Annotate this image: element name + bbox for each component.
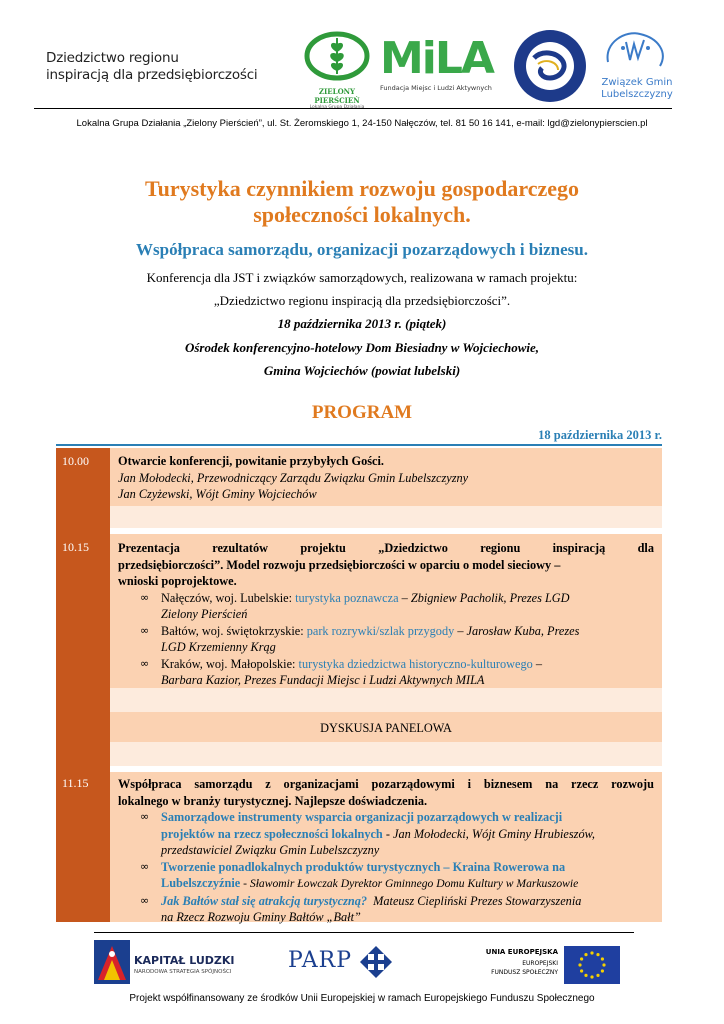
- list-item: ∞ Jak Bałtów stał się atrakcją turystyczną? Mateusz Ciepliński Prezes Stowarzyszenia na Rzecz Rozwoju Gminy Bałtów „Bałt”: [140, 893, 582, 924]
- mila-subtext: Fundacja Miejsc i Ludzi Aktywnych: [380, 84, 492, 92]
- row-title-line: przedsiębiorczości”. Model rozwoju przedsiębiorczości w oparciu o model sieciowy –: [118, 557, 561, 572]
- topic-text: turystyka poznawcza: [295, 590, 399, 605]
- bullet-icon: ∞: [140, 893, 150, 907]
- list-item: ∞ Kraków, woj. Małopolskie: turystyka dziedzictwa historyczno-kulturowego – Barbara Kazior, Prezes Fundacji Miejsc i Ludzi Aktywnych MILA: [140, 656, 543, 687]
- event-date: 18 października 2013 r. (piątek): [277, 316, 447, 331]
- program-divider: [56, 444, 662, 446]
- program-date: 18 października 2013 r.: [538, 428, 662, 442]
- zielony-pierscien-logo: [300, 30, 374, 105]
- topic-text: Jak Bałtów stał się atrakcją turystyczną?: [161, 893, 367, 908]
- eu-text-line-1: UNIA EUROPEJSKA: [485, 948, 558, 956]
- header-tagline: [46, 50, 296, 84]
- row-title-line: lokalnego w branży turystycznej. Najlepsze doświadczenia.: [118, 793, 428, 808]
- panel-label: DYSKUSJA PANELOWA: [320, 721, 452, 735]
- topic-text: Tworzenie ponadlokalnych produktów turystycznych – Kraina Rowerowa na: [161, 859, 566, 874]
- kapital-ludzki-subtext: NARODOWA STRATEGIA SPÓJNOŚCI: [134, 969, 232, 975]
- bullet-icon: ∞: [140, 623, 150, 637]
- row-speaker: Jan Mołodecki, Przewodniczący Zarządu Związku Gmin Lubelszczyzny: [118, 470, 469, 485]
- panel-row: [110, 712, 662, 742]
- zielony-pierscien-text: ZIELONY PIERŚCIEŃ: [314, 87, 360, 105]
- topic-text: park rozrywki/szlak przygody: [306, 623, 455, 638]
- row-speaker: Jan Czyżewski, Wójt Gminy Wojciechów: [118, 487, 317, 501]
- intro-line-1: Konferencja dla JST i związków samorządowych, realizowana w ramach projektu:: [146, 270, 578, 285]
- row-spacer: [110, 742, 662, 766]
- row-spacer: [110, 688, 662, 712]
- mila-wordmark: MiLA: [380, 33, 493, 84]
- kapital-ludzki-logo: [94, 940, 244, 984]
- bullet-icon: ∞: [140, 810, 150, 823]
- zwiazek-gmin-subtext: Lubelszczyzny: [601, 89, 673, 100]
- list-item: ∞ Tworzenie ponadlokalnych produktów turystycznych – Kraina Rowerowa na Lubelszczyźnie - Sławomir Łowczak Dyrektor Gminnego Domu Kultury w Markuszowie: [140, 859, 579, 890]
- program-heading: PROGRAM: [311, 402, 413, 423]
- kapital-ludzki-text: KAPITAŁ LUDZKI: [134, 954, 235, 967]
- venue-line-1: Ośrodek konferencyjno-hotelowy Dom Biesiadny w Wojciechowie,: [184, 340, 540, 355]
- bullet-icon: ∞: [140, 590, 150, 604]
- row-title: Otwarcie konferencji, powitanie przybyłych Gości.: [118, 454, 384, 468]
- intro-line-2: „Dziedzictwo regionu inspiracją dla przedsiębiorczości”.: [213, 293, 511, 308]
- footer-divider: [94, 932, 634, 933]
- topic-text: Lubelszczyźnie: [161, 876, 241, 890]
- krzemienny-krag-logo: [512, 28, 588, 104]
- row-title-line: Prezentacja rezultatów projektu „Dziedzictwo regionu inspiracją dla: [118, 541, 654, 555]
- contact-line: Lokalna Grupa Działania „Zielony Pierścień”, ul. St. Żeromskiego 1, 24-150 Nałęczów, tel. 81 50 16 141, e-mail: lgd@zielonypierscien.pl: [76, 118, 648, 129]
- title-line-1: Turystyka czynnikiem rozwoju gospodarczego: [144, 176, 580, 201]
- eu-flag-icon: [564, 946, 620, 984]
- parp-logo: [288, 944, 398, 984]
- eu-logo: [474, 946, 624, 986]
- parp-wordmark: PARP: [288, 948, 353, 973]
- row-title-line: Współpraca samorządu z organizacjami pozarządowymi i biznesem na rzecz rozwoju: [118, 777, 654, 791]
- program-row: [110, 772, 662, 922]
- row-time: 10.00: [62, 454, 89, 468]
- list-item: ∞ Nałęczów, woj. Lubelskie: turystyka poznawcza – Zbigniew Pacholik, Prezes LGD Zielony Pierścień: [140, 590, 570, 621]
- list-item: ∞ Bałtów, woj. świętokrzyskie: park rozrywki/szlak przygody – Jarosław Kuba, Prezes LGD Krzemienny Krąg: [140, 623, 580, 654]
- row-time: 11.15: [62, 776, 89, 790]
- page-title: [40, 176, 684, 228]
- funding-note: Projekt współfinansowany ze środków Unii Europejskiej w ramach Europejskiego Funduszu Społecznego: [129, 993, 595, 1004]
- page-subtitle: Współpraca samorządu, organizacji pozarządowych i biznesu.: [136, 240, 588, 259]
- program-row: [110, 448, 662, 506]
- bullet-icon: ∞: [140, 859, 150, 873]
- row-spacer: [110, 506, 662, 528]
- venue-line-2: Gmina Wojciechów (powiat lubelski): [263, 363, 461, 378]
- eu-text-line-2: EUROPEJSKI: [522, 960, 558, 967]
- tagline-line-2: inspiracją dla przedsiębiorczości: [46, 67, 258, 83]
- row-time: 10.15: [62, 540, 89, 554]
- eu-text-line-3: FUNDUSZ SPOŁECZNY: [491, 969, 558, 976]
- list-item: ∞ Samorządowe instrumenty wsparcia organizacji pozarządowych w realizacji projektów na rzecz społeczności lokalnych - Jan Mołodecki, Wójt Gminy Hrubieszów, przedstawiciel Związku Gmin Lubelszczyzny: [140, 810, 595, 857]
- zwiazek-gmin-text: Związek Gmin: [601, 77, 673, 88]
- topic-text: turystyka dziedzictwa historyczno-kulturowego: [298, 656, 533, 671]
- topic-text: Samorządowe instrumenty wsparcia organizacji pozarządowych w realizacji: [161, 810, 563, 824]
- row-title-line: wnioski poprojektowe.: [118, 574, 237, 588]
- zwiazek-gmin-logo: [596, 28, 678, 108]
- title-line-2: społeczności lokalnych.: [253, 202, 471, 227]
- program-row: [110, 534, 662, 688]
- time-column: [56, 448, 110, 922]
- tagline-line-1: Dziedzictwo regionu: [46, 50, 179, 66]
- header-divider: [34, 108, 672, 109]
- bullet-icon: ∞: [140, 656, 150, 670]
- topic-text: projektów na rzecz społeczności lokalnych: [161, 826, 383, 841]
- mila-logo: [380, 33, 510, 96]
